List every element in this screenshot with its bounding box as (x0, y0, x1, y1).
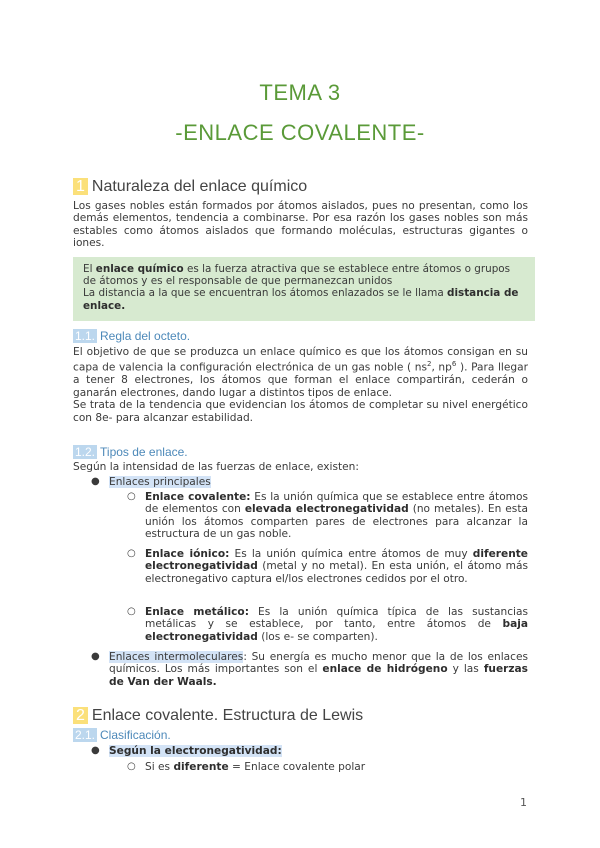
section-number: 1 (73, 178, 88, 195)
box-paragraph-1: El enlace químico es la fuerza atractiva que se establece entre átomos o grupos de átomos y es el responsable de que permanezcan unidos (83, 263, 511, 288)
bullet-ionico: ○ Enlace iónico: Es la unión química entre átomos de muy diferente electronegatividad (metal y no metal). En esta unión, el átomo más electronegativo captura el/los electrones cedidos por el otro. (127, 548, 528, 585)
subsection-1-2-heading: 1.2. Tipos de enlace. (75, 445, 188, 459)
bullet-intermoleculares: ● Enlaces intermoleculares: Su energía es mucho menor que la de los enlaces químicos. Los más importantes son el enlace de hidrógeno y las fuerzas de Van der Waals. (91, 651, 528, 688)
section-title: Naturaleza del enlace químico (91, 178, 308, 195)
title-tema: TEMA 3 (259, 80, 341, 105)
bullet-covalente: ○ Enlace covalente: Es la unión química que se establece entre átomos de elementos con elevada electronegatividad (no metales). En esta unión los átomos comparten pares de electrones para alcanzar la estructura de un gas noble. (127, 491, 528, 541)
subsection-2-1-heading: 2.1. Clasificación. (75, 728, 171, 742)
bullet-metalico: ○ Enlace metálico: Es la unión química típica de las sustancias metálicas y se establece, por tanto, entre átomos de baja electronegatividad (los e- se comparten). (127, 606, 528, 643)
bullet-principales: ● Enlaces principales (91, 476, 211, 488)
section-1-heading (73, 178, 307, 196)
box-paragraph-2: La distancia a la que se encuentran los átomos enlazados se le llama distancia de enlace. (83, 287, 519, 312)
title-enlace-covalente: -ENLACE COVALENTE- (175, 120, 425, 145)
octeto-paragraph: El objetivo de que se produzca un enlace químico es que los átomos consigan en su capa de valencia la configuración electrónica de un gas noble ( $ns^2$, $np^6$ ). Para llegar a tener 8 electrones, los átomos que forman el enlace compartirán, cederán o ganarán electrones, dando lugar a distintos tipos de enlace. Se trata de la tendencia que evidencian los átomos de completar su nivel energético con 8e- para alcanzar estabilidad. (73, 346, 528, 424)
page-number: 1 (520, 796, 527, 809)
bullet-diferente: ○ Si es diferente = Enlace covalente polar (127, 761, 366, 773)
subsection-1-1-heading: 1.1. Regla del octeto. (75, 329, 191, 343)
bullet-segun: ● Según la electronegatividad: (91, 745, 282, 757)
tipos-intro: Según la intensidad de las fuerzas de enlace, existen: (73, 461, 359, 473)
section-2-heading: 2 Enlace covalente. Estructura de Lewis (73, 707, 363, 725)
intro-paragraph: Los gases nobles están formados por átomos aislados, pues no presentan, como los demás elementos, tendencia a combinarse. Por esa razón los gases nobles son más estables como átomos aislados que formando moléculas, estructuras gigantes o iones. (73, 200, 528, 250)
definition-box (73, 257, 535, 321)
